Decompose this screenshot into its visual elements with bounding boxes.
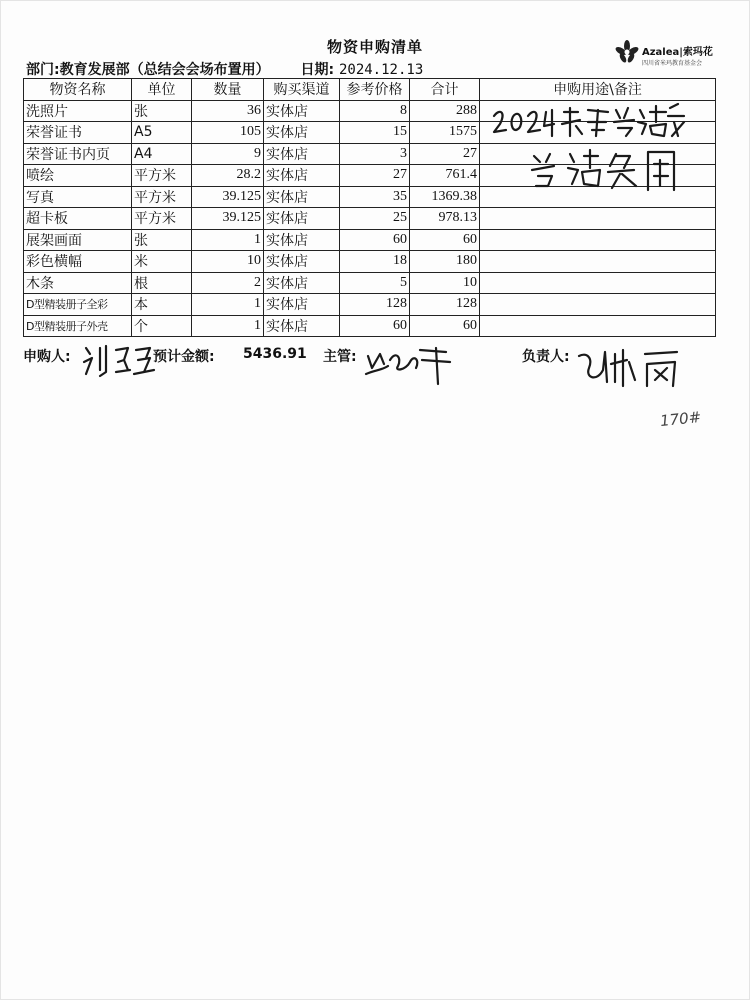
cell-unit: 张 [132,100,192,122]
col-header-remark: 申购用途\备注 [480,79,716,101]
cell-price: 8 [340,100,410,122]
cell-total: 60 [410,229,480,251]
table-header-row [24,79,716,101]
cell-unit: 平方米 [132,208,192,230]
cell-price: 5 [340,272,410,294]
cell-channel: 实体店 [264,272,340,294]
header-line [26,59,423,79]
col-header-unit: 单位 [132,79,192,101]
cell-name: 喷绘 [24,165,132,187]
cell-name: 木条 [24,272,132,294]
col-header-name: 物资名称 [24,79,132,101]
cell-price: 128 [340,294,410,316]
cell-name: 写真 [24,186,132,208]
date-value: 2024.12.13 [338,62,424,78]
cell-total: 761.4 [410,165,480,187]
estimate-value: 5436.91 [243,346,307,362]
cell-total: 1369.38 [410,186,480,208]
table-row [24,294,716,316]
table-row [24,315,716,337]
cell-channel: 实体店 [264,165,340,187]
organization-logo [612,38,732,72]
cell-remark [480,229,716,251]
cell-name: D型精装册子外壳 [24,315,132,337]
cell-total: 27 [410,143,480,165]
cell-channel: 实体店 [264,122,340,144]
cell-qty: 1 [192,229,264,251]
cell-price: 25 [340,208,410,230]
applicant-signature [80,340,160,380]
margin-note: 170# [659,407,703,431]
cell-channel: 实体店 [264,143,340,165]
cell-channel: 实体店 [264,294,340,316]
cell-price: 60 [340,315,410,337]
cell-unit: A4 [132,143,192,165]
cell-channel: 实体店 [264,186,340,208]
cell-unit: 本 [132,294,192,316]
cell-name: 荣誉证书 [24,122,132,144]
cell-price: 35 [340,186,410,208]
col-header-total: 合计 [410,79,480,101]
table-row [24,251,716,273]
col-header-channel: 购买渠道 [264,79,340,101]
cell-unit: 平方米 [132,165,192,187]
cell-qty: 10 [192,251,264,273]
table-row [24,208,716,230]
logo-subtitle: 四川省米玛教育基金会 [642,60,703,67]
table-row [24,229,716,251]
handwritten-remark [488,100,688,195]
cell-name: 彩色横幅 [24,251,132,273]
table-row [24,272,716,294]
cell-name: 洗照片 [24,100,132,122]
col-header-qty: 数量 [192,79,264,101]
document-title: 物资申购清单 [326,38,423,56]
cell-price: 60 [340,229,410,251]
supervisor-label: 主管: [323,349,357,365]
cell-channel: 实体店 [264,229,340,251]
azalea-flower-icon [612,38,642,68]
cell-channel: 实体店 [264,315,340,337]
cell-qty: 9 [192,143,264,165]
cell-total: 180 [410,251,480,273]
cell-name: D型精装册子全彩 [24,294,132,316]
cell-remark [480,251,716,273]
cell-unit: 根 [132,272,192,294]
cell-price: 15 [340,122,410,144]
responsible-signature [575,342,685,392]
cell-total: 128 [410,294,480,316]
cell-qty: 28.2 [192,165,264,187]
cell-price: 18 [340,251,410,273]
cell-price: 3 [340,143,410,165]
responsible-label: 负责人: [522,349,570,365]
department-label: 部门:教育发展部（总结会会场布置用） [26,62,270,78]
cell-channel: 实体店 [264,208,340,230]
cell-unit: 个 [132,315,192,337]
cell-remark [480,294,716,316]
cell-remark [480,315,716,337]
cell-unit: 平方米 [132,186,192,208]
cell-price: 27 [340,165,410,187]
cell-unit: A5 [132,122,192,144]
cell-unit: 米 [132,251,192,273]
estimate-label: 预计金额: [153,349,215,365]
cell-qty: 2 [192,272,264,294]
date-label: 日期: [300,62,335,78]
cell-total: 60 [410,315,480,337]
cell-total: 10 [410,272,480,294]
cell-qty: 1 [192,294,264,316]
cell-total: 978.13 [410,208,480,230]
col-header-price: 参考价格 [340,79,410,101]
cell-name: 展架画面 [24,229,132,251]
logo-brand: Azalea|索玛花 [642,47,713,58]
cell-name: 超卡板 [24,208,132,230]
cell-qty: 39.125 [192,208,264,230]
cell-qty: 105 [192,122,264,144]
cell-unit: 张 [132,229,192,251]
cell-channel: 实体店 [264,100,340,122]
cell-total: 288 [410,100,480,122]
applicant-label: 申购人: [23,349,71,365]
cell-qty: 1 [192,315,264,337]
cell-remark [480,208,716,230]
cell-total: 1575 [410,122,480,144]
cell-qty: 39.125 [192,186,264,208]
cell-channel: 实体店 [264,251,340,273]
cell-name: 荣誉证书内页 [24,143,132,165]
cell-remark [480,272,716,294]
cell-qty: 36 [192,100,264,122]
supervisor-signature [362,340,462,388]
